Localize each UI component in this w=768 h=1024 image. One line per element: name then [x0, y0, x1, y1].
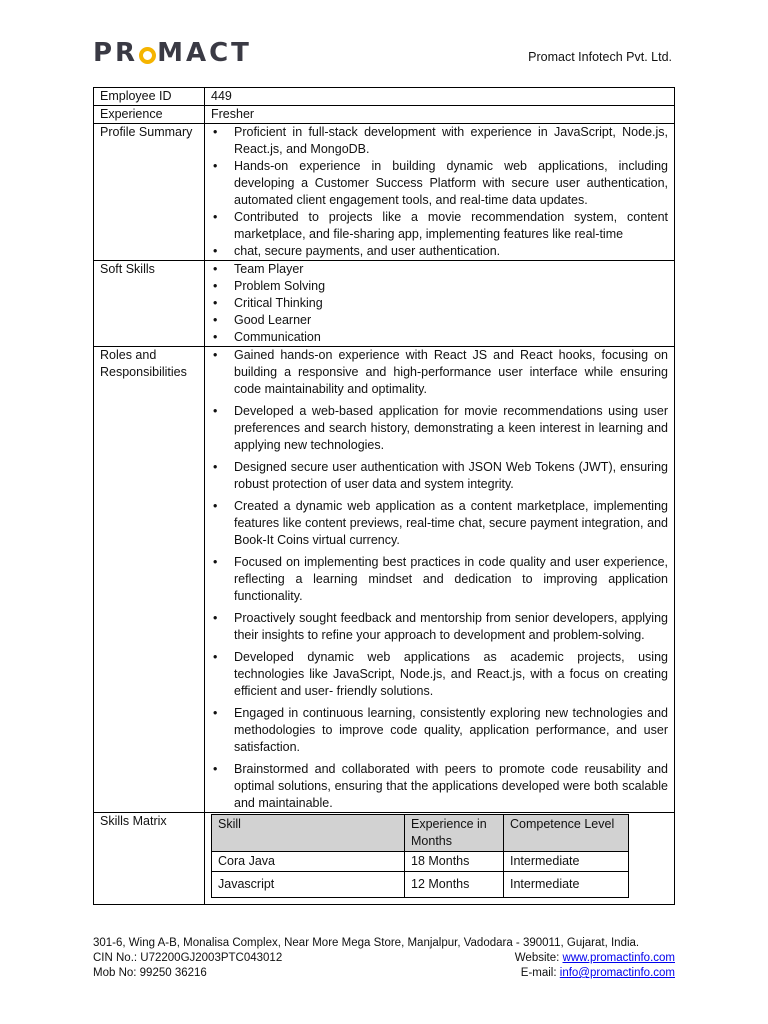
logo-text-start: PR	[93, 38, 139, 68]
list-item: • Critical Thinking	[234, 295, 668, 312]
list-item: • Communication	[234, 329, 668, 346]
profile-summary-label: Profile Summary	[94, 124, 205, 261]
footer-cin: CIN No.: U72200GJ2003PTC043012	[93, 952, 283, 964]
skill-competence: Intermediate	[504, 872, 629, 898]
experience-row	[94, 106, 675, 124]
logo-o-ring-icon	[139, 47, 156, 64]
profile-summary-list	[211, 124, 668, 260]
roles-label: Roles and Responsibilities	[94, 347, 205, 813]
email-link[interactable]: info@promactinfo.com	[559, 967, 675, 979]
profile-summary-cell	[205, 124, 675, 261]
soft-skills-cell	[205, 261, 675, 347]
list-item: • Engaged in continuous learning, consistently exploring new technologies and methodologies to improve code quality, application performance, and user satisfaction.	[234, 705, 668, 756]
logo-text-end: MACT	[157, 38, 252, 68]
skills-matrix-label: Skills Matrix	[94, 813, 205, 905]
list-item: • Problem Solving	[234, 278, 668, 295]
list-item: • Developed dynamic web applications as academic projects, using technologies like JavaScript, Node.js, and React.js, with a focus on creating efficient and user- friendly solutions.	[234, 649, 668, 700]
list-item: • Created a dynamic web application as a content marketplace, implementing features like content previews, real-time chat, secure payment integration, and Book-It Coins virtual currency.	[234, 498, 668, 549]
list-item: • Hands-on experience in building dynamic web applications, including developing a Customer Success Platform with secure user authentication, automated client engagement tools, and real-time data updates.	[234, 158, 668, 209]
soft-skills-label: Soft Skills	[94, 261, 205, 347]
footer-row-cin	[93, 951, 675, 966]
list-item: • Good Learner	[234, 312, 668, 329]
footer	[93, 936, 675, 981]
promact-logo	[93, 38, 252, 68]
employee-id-row	[94, 88, 675, 106]
footer-mob: Mob No: 99250 36216	[93, 967, 207, 979]
list-item: • Focused on implementing best practices in code quality and user experience, reflecting a learning mindset and dedication to improving application functionality.	[234, 554, 668, 605]
skills-header-competence: Competence Level	[504, 815, 629, 852]
footer-address: 301-6, Wing A-B, Monalisa Complex, Near More Mega Store, Manjalpur, Vadodara - 390011, Gujarat, India.	[93, 937, 640, 949]
list-item: • Proficient in full-stack development with experience in JavaScript, Node.js, React.js, and MongoDB.	[234, 124, 668, 158]
list-item: • Developed a web-based application for movie recommendations using user preferences and search history, demonstrating a keen interest in learning and applying new technologies.	[234, 403, 668, 454]
skills-matrix-cell	[205, 813, 675, 905]
skill-name: Cora Java	[212, 852, 405, 872]
roles-cell	[205, 347, 675, 813]
skill-competence: Intermediate	[504, 852, 629, 872]
list-item: • chat, secure payments, and user authentication.	[234, 243, 668, 260]
footer-row-mob	[93, 966, 675, 981]
table-row	[212, 872, 629, 898]
skills-header-skill: Skill	[212, 815, 405, 852]
employee-id-value: 449	[205, 88, 675, 106]
website-link[interactable]: www.promactinfo.com	[562, 952, 675, 964]
experience-label: Experience	[94, 106, 205, 124]
list-item: • Team Player	[234, 261, 668, 278]
roles-row	[94, 347, 675, 813]
list-item: • Gained hands-on experience with React JS and React hooks, focusing on building a responsive and high-performance user interface while ensuring code maintainability and optimality.	[234, 347, 668, 398]
list-item: • Contributed to projects like a movie recommendation system, content marketplace, and file-sharing app, implementing features like real-time	[234, 209, 668, 243]
skills-matrix-table	[211, 814, 629, 898]
skill-experience: 18 Months	[405, 852, 504, 872]
skills-matrix-row	[94, 813, 675, 905]
skill-name: Javascript	[212, 872, 405, 898]
profile-summary-row	[94, 124, 675, 261]
soft-skills-row	[94, 261, 675, 347]
list-item: • Designed secure user authentication with JSON Web Tokens (JWT), ensuring robust protection of user data and system integrity.	[234, 459, 668, 493]
footer-email-group	[521, 966, 675, 981]
employee-profile-table	[93, 87, 675, 905]
skills-header-experience: Experience in Months	[405, 815, 504, 852]
footer-email-label: E-mail:	[520, 967, 560, 979]
skills-matrix-header-row	[212, 815, 629, 852]
footer-website-label: Website:	[514, 952, 563, 964]
list-item: • Brainstormed and collaborated with peers to promote code reusability and optimal solutions, ensuring that the applications developed were both scalable and maintainable.	[234, 761, 668, 812]
company-name: Promact Infotech Pvt. Ltd.	[528, 50, 672, 64]
employee-id-label: Employee ID	[94, 88, 205, 106]
soft-skills-list	[211, 261, 668, 346]
footer-website-group	[515, 951, 675, 966]
experience-value: Fresher	[205, 106, 675, 124]
skill-experience: 12 Months	[405, 872, 504, 898]
list-item: • Proactively sought feedback and mentorship from senior developers, applying their insights to refine your approach to development and problem-solving.	[234, 610, 668, 644]
roles-list	[211, 347, 668, 812]
table-row	[212, 852, 629, 872]
